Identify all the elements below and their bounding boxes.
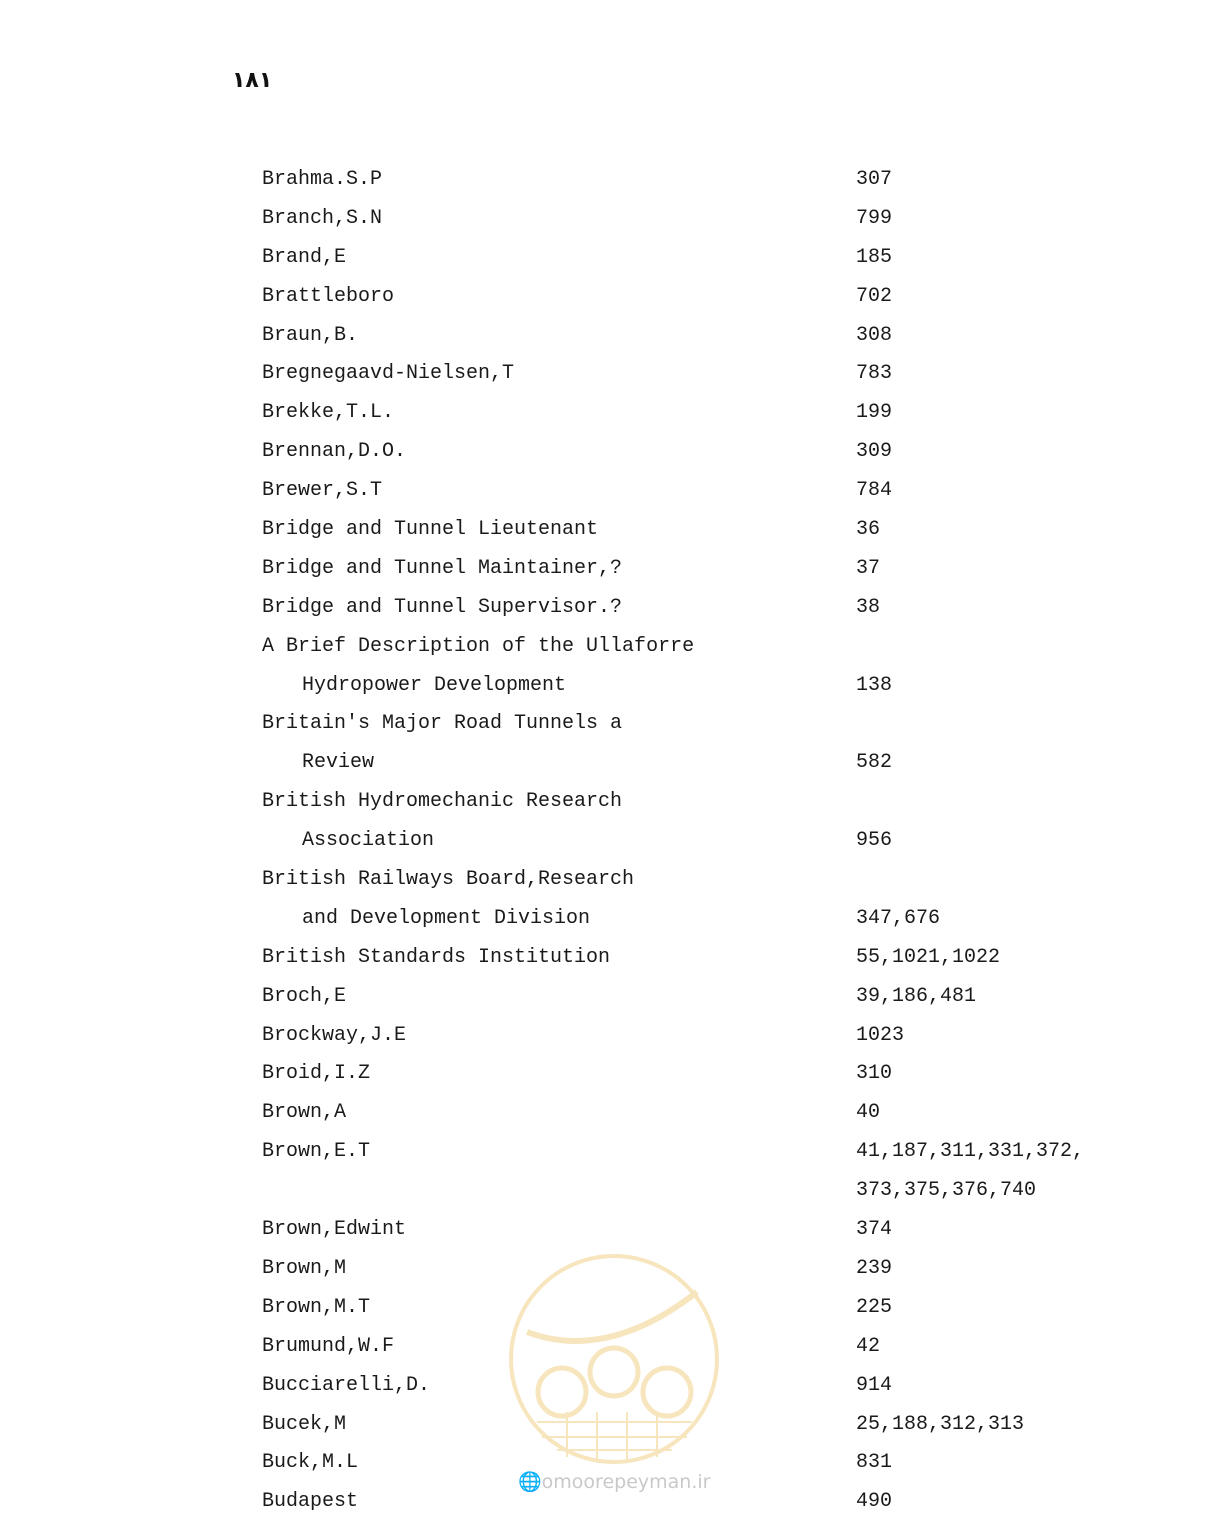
index-entry (262, 588, 1162, 627)
entry-pages: 55,1021,1022 (856, 945, 1001, 969)
index-entry (262, 549, 1162, 588)
entry-name: Brahma.S.P (262, 168, 383, 191)
index-entry (262, 938, 1162, 977)
entry-pages: 199 (856, 401, 893, 425)
entry-name: Brand,E (262, 245, 347, 269)
index-entry (262, 743, 1162, 782)
entry-name: Brumund,W.F (262, 1334, 395, 1358)
entry-name: Brewer,S.T (262, 479, 383, 503)
entry-name: and Development Division (302, 906, 591, 930)
entry-pages: 41,187,311,331,372, (856, 1140, 1085, 1164)
entry-pages: 783 (856, 362, 893, 386)
index-entry (262, 899, 1162, 938)
entry-name: Brekke,T.L. (262, 401, 395, 425)
entry-name: Brennan,D.O. (262, 440, 407, 464)
index-entry (262, 977, 1162, 1016)
page-number: ۱۸۱ (232, 68, 273, 93)
entry-pages: 309 (856, 440, 893, 464)
entry-name: Brockway,J.E (262, 1023, 407, 1047)
entry-name: British Railways Board,Research (262, 868, 635, 892)
entry-name: A Brief Description of the Ullaforre (262, 634, 695, 658)
index-entry (262, 627, 1162, 666)
entry-name: Review (302, 751, 375, 775)
index-entry (262, 277, 1162, 316)
entry-pages: 914 (856, 1373, 893, 1397)
entry-pages: 490 (856, 1490, 893, 1514)
index-entry (262, 471, 1162, 510)
entry-name: Brown,A (262, 1101, 347, 1125)
entry-pages: 784 (856, 479, 893, 503)
index-entry (262, 1016, 1162, 1055)
entry-name: Brattleboro (262, 284, 395, 308)
watermark-logo (507, 1252, 721, 1466)
entry-name: Bridge and Tunnel Lieutenant (262, 518, 599, 542)
index-entry (262, 316, 1162, 355)
entry-pages: 38 (856, 595, 881, 619)
index-entry (262, 782, 1162, 821)
entry-name: Broch,E (262, 984, 347, 1008)
index-entry (262, 704, 1162, 743)
entry-name: British Standards Institution (262, 945, 611, 969)
entry-pages: 582 (856, 751, 893, 775)
entry-name: Brown,M.T (262, 1295, 371, 1319)
entry-name: Bregnegaavd-Nielsen,T (262, 362, 515, 386)
entry-pages: 225 (856, 1295, 893, 1319)
entry-name: Braun,B. (262, 323, 359, 347)
index-entry (262, 1132, 1162, 1171)
index-entry (262, 510, 1162, 549)
index-entry (262, 860, 1162, 899)
entry-name: Bucek,M (262, 1412, 347, 1436)
entry-name: Branch,S.N (262, 206, 383, 230)
entry-name: Brown,E.T (262, 1140, 371, 1164)
index-entry (262, 393, 1162, 432)
index-entry (262, 1093, 1162, 1132)
entry-name: Bridge and Tunnel Supervisor.? (262, 595, 623, 619)
index-entry (262, 160, 1162, 199)
entry-pages: 138 (856, 673, 893, 697)
entry-pages: 37 (856, 556, 881, 580)
index-entry (262, 666, 1162, 705)
entry-name: Bucciarelli,D. (262, 1373, 431, 1397)
index-entry (262, 354, 1162, 393)
entry-pages: 702 (856, 284, 893, 308)
index-entry (262, 1210, 1162, 1249)
entry-name: Britain's Major Road Tunnels a (262, 712, 623, 736)
index-entry (262, 1482, 1162, 1521)
entry-pages: 239 (856, 1256, 893, 1280)
watermark-url: 🌐omoorepeyman.ir (518, 1471, 711, 1493)
entry-pages: 185 (856, 245, 893, 269)
index-entry (262, 238, 1162, 277)
entry-name: Brown,M (262, 1256, 347, 1280)
entry-pages: 373,375,376,740 (856, 1179, 1037, 1203)
entry-pages: 42 (856, 1334, 881, 1358)
entry-pages: 307 (856, 168, 893, 191)
index-entry (262, 821, 1162, 860)
index-entry (262, 1171, 1162, 1210)
index-entry (262, 1054, 1162, 1093)
entry-name: Hydropower Development (302, 673, 567, 697)
entry-name: Association (302, 829, 435, 853)
entry-name: Bridge and Tunnel Maintainer,? (262, 556, 623, 580)
entry-pages: 39,186,481 (856, 984, 977, 1008)
entry-name: British Hydromechanic Research (262, 790, 623, 814)
entry-pages: 799 (856, 206, 893, 230)
entry-pages: 956 (856, 829, 893, 853)
entry-pages: 374 (856, 1218, 893, 1242)
entry-name: Brown,Edwint (262, 1218, 407, 1242)
entry-pages: 831 (856, 1451, 893, 1475)
index-entry (262, 199, 1162, 238)
entry-pages: 25,188,312,313 (856, 1412, 1025, 1436)
entry-pages: 36 (856, 518, 881, 542)
index-entry (262, 432, 1162, 471)
entry-pages: 347,676 (856, 906, 941, 930)
entry-name: Broid,I.Z (262, 1062, 371, 1086)
entry-pages: 310 (856, 1062, 893, 1086)
entry-pages: 40 (856, 1101, 881, 1125)
entry-pages: 308 (856, 323, 893, 347)
entry-name: Budapest (262, 1490, 359, 1514)
entry-pages: 1023 (856, 1023, 905, 1047)
entry-name: Buck,M.L (262, 1451, 359, 1475)
